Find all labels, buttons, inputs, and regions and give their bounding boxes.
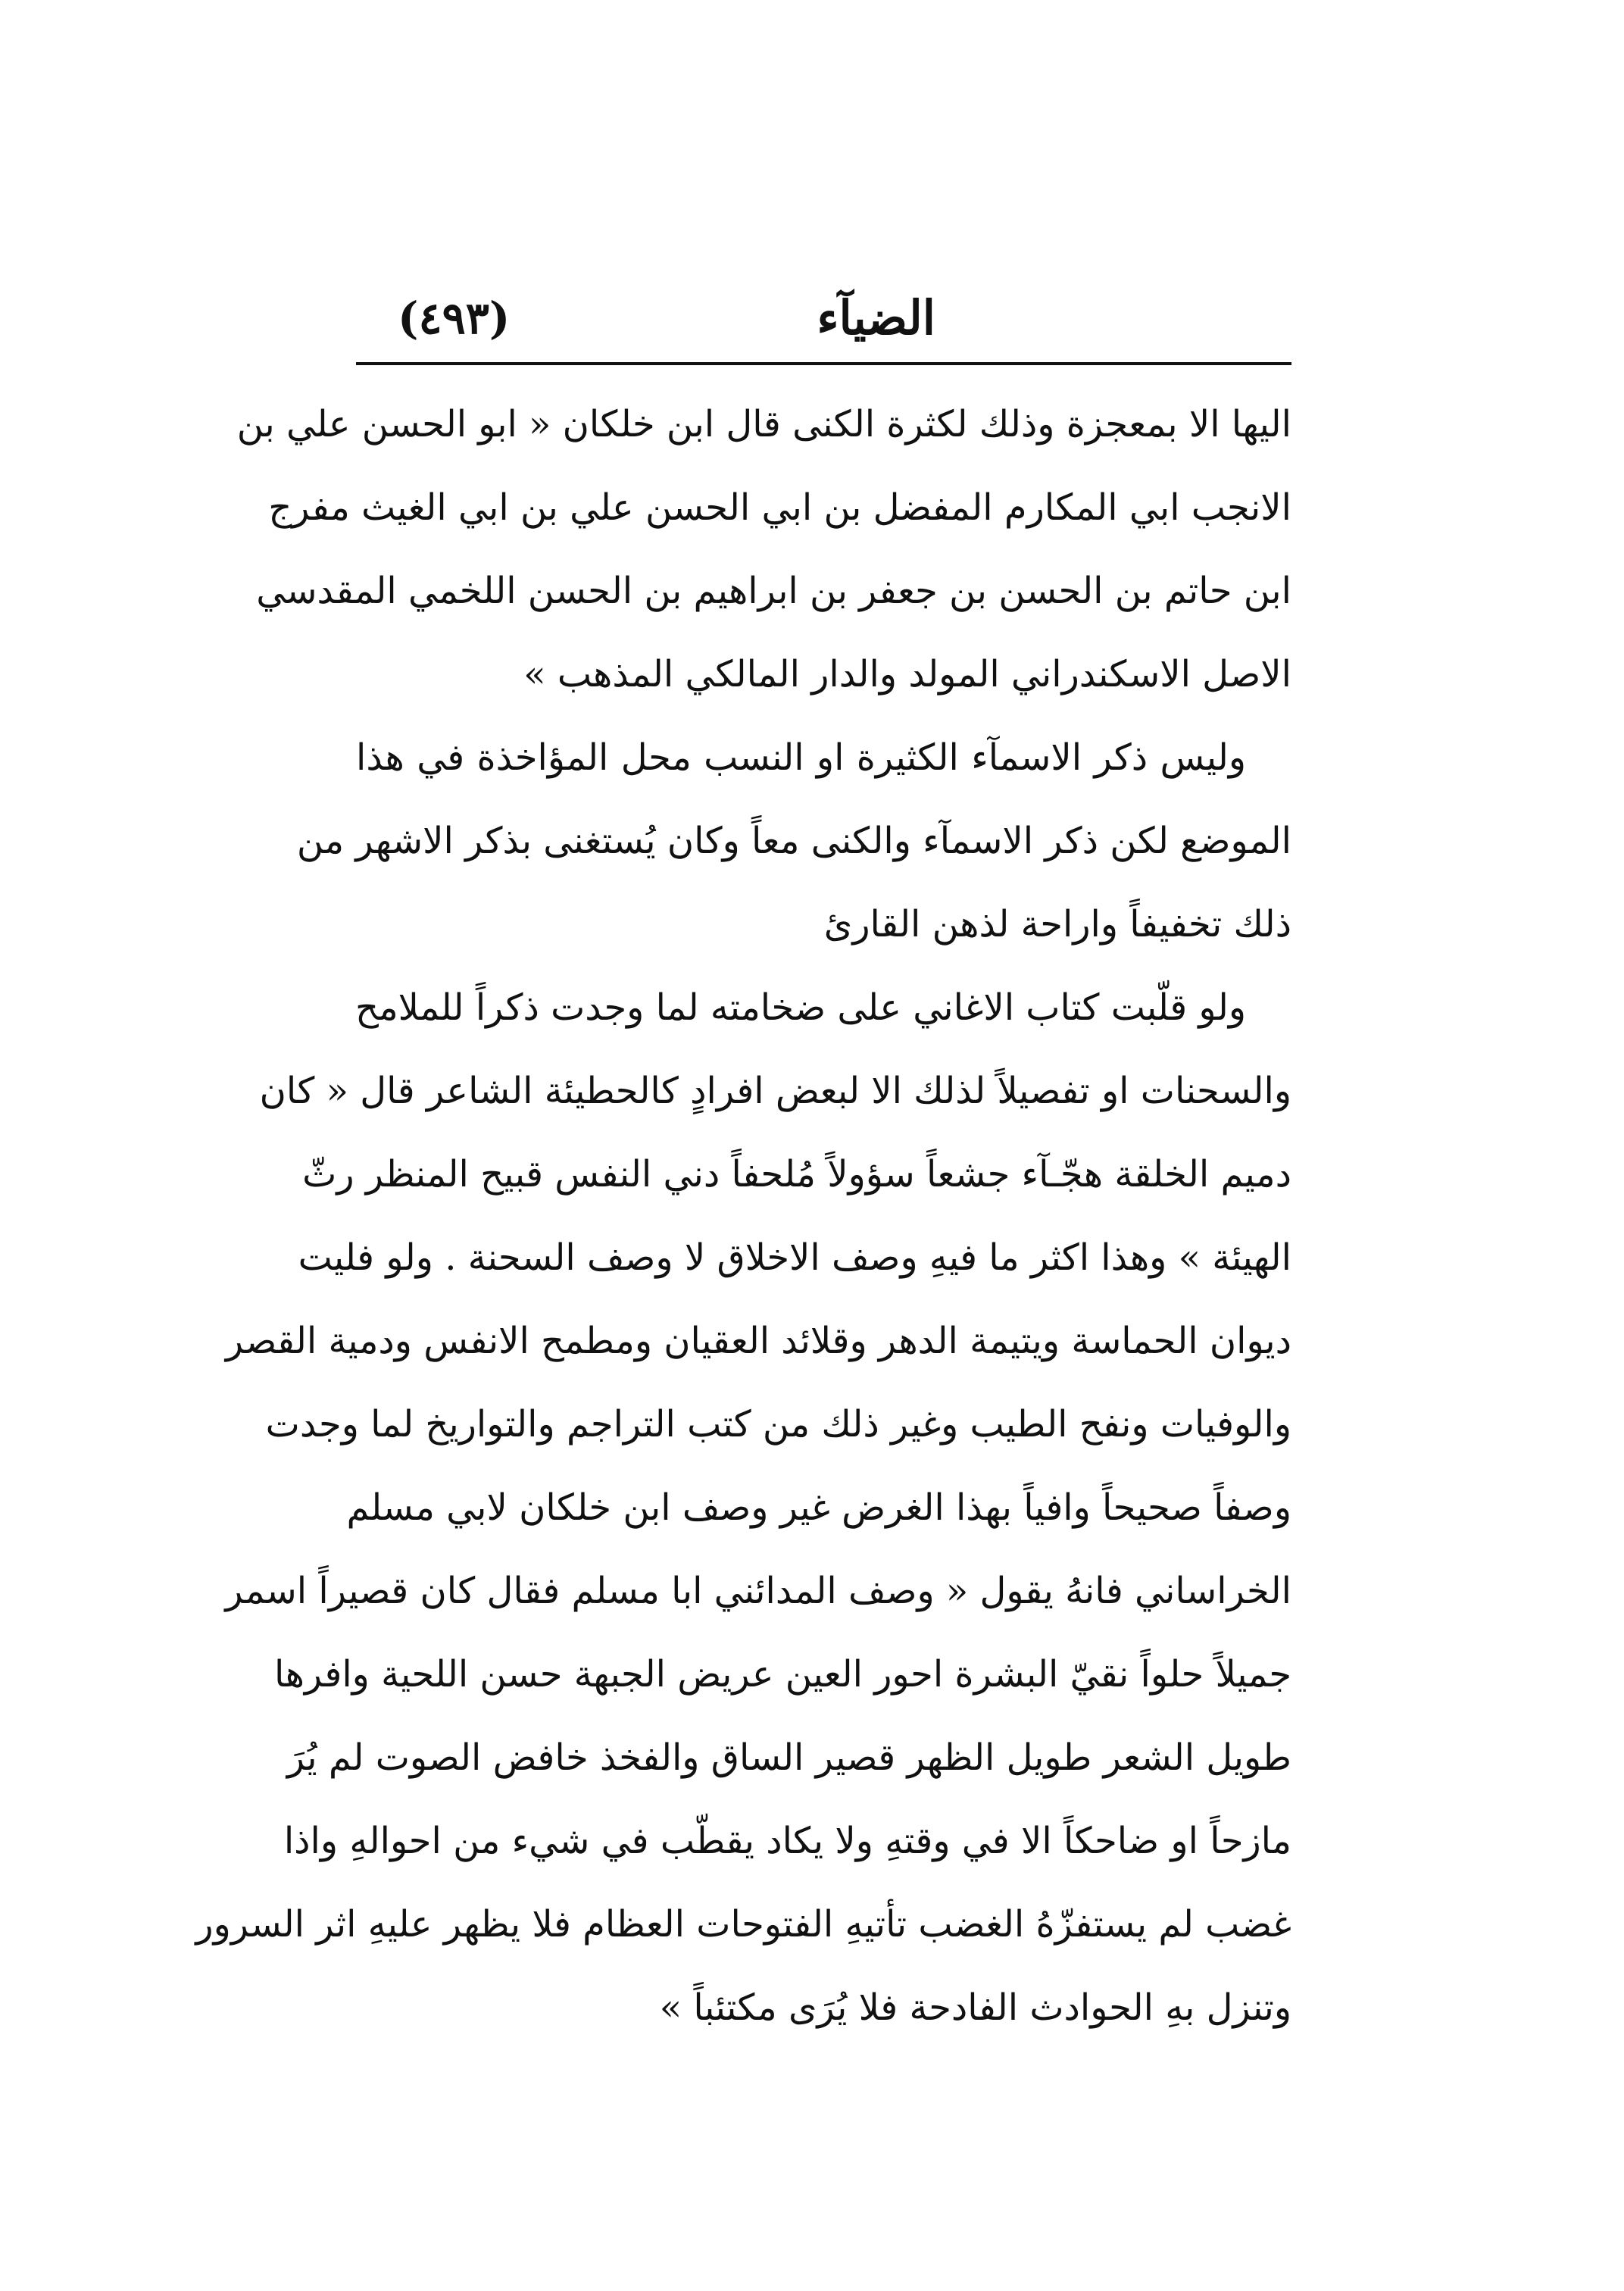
text-line: الانجب ابي المكارم المفضل بن ابي الحسن علي بن ابي الغيث مفرج (268, 486, 1291, 529)
text-line: ذلك تخفيفاً واراحة لذهن القارئ (823, 903, 1291, 945)
header-rule (356, 362, 1291, 365)
text-line: الموضع لكن ذكر الاسمآء والكنى معاً وكان يُستغنى بذكر الاشهر من (296, 820, 1291, 862)
text-line: دميم الخلقة هجّـآء جشعاً سؤولاً مُلحفاً دني النفس قبيح المنظر رثّ (302, 1153, 1291, 1196)
text-line: الاصل الاسكندراني المولد والدار المالكي المذهب » (523, 653, 1291, 695)
text-line: والسحنات او تفصيلاً لذلك الا لبعض افرادٍ كالحطيئة الشاعر قال « كان (259, 1070, 1291, 1112)
text-line: مازحاً او ضاحكاً الا في وقتهِ ولا يكاد يقطّب في شيء من احوالهِ واذا (283, 1820, 1291, 1862)
running-title: الضيآء (817, 290, 935, 345)
text-line: الخراساني فانهُ يقول « وصف المدائني ابا مسلم فقال كان قصيراً اسمر (225, 1570, 1291, 1612)
text-line: ابن حاتم بن الحسن بن جعفر بن ابراهيم بن الحسن اللخمي المقدسي (256, 570, 1291, 612)
text-line: الهيئة » وهذا اكثر ما فيهِ وصف الاخلاق لا وصف السحنة . ولو فليت (298, 1236, 1291, 1279)
text-line: والوفيات ونفح الطيب وغير ذلك من كتب التراجم والتواريخ لما وجدت (265, 1403, 1291, 1446)
body-text (195, 383, 1291, 2049)
text-line: ديوان الحماسة ويتيمة الدهر وقلائد العقيان ومطمح الانفس ودمية القصر (225, 1320, 1291, 1362)
page-number: (٤٩٣) (398, 292, 511, 344)
page-header (356, 280, 1291, 356)
text-line: اليها الا بمعجزة وذلك لكثرة الكنى قال ابن خلكان « ابو الحسن علي بن (236, 403, 1291, 445)
text-line: جميلاً حلواً نقيّ البشرة احور العين عريض الجبهة حسن اللحية وافرها (273, 1653, 1291, 1696)
text-line: طويل الشعر طويل الظهر قصير الساق والفخذ خافض الصوت لم يُرَ (286, 1736, 1291, 1779)
text-line: وتنزل بهِ الحوادث الفادحة فلا يُرَى مكتئباً » (659, 1986, 1291, 2029)
text-line: وليس ذكر الاسمآء الكثيرة او النسب محل المؤاخذة في هذا (356, 736, 1246, 779)
text-line: وصفاً صحيحاً وافياً بهذا الغرض غير وصف ابن خلكان لابي مسلم (346, 1486, 1291, 1529)
text-line: غضب لم يستفزّهُ الغضب تأتيهِ الفتوحات العظام فلا يظهر عليهِ اثر السرور (195, 1903, 1291, 1946)
text-line: ولو قلّبت كتاب الاغاني على ضخامته لما وجدت ذكراً للملامح (354, 986, 1246, 1029)
